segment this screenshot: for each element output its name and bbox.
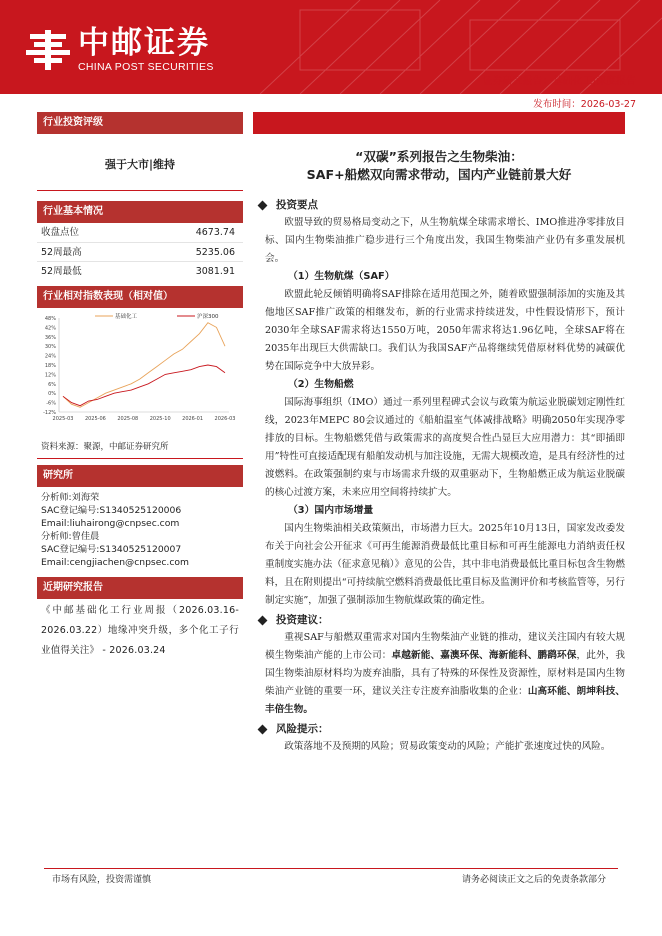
footer-rule <box>44 868 618 869</box>
table-row <box>37 261 243 280</box>
basics-value: 5235.06 <box>195 247 235 258</box>
paragraph <box>253 629 625 719</box>
paragraph: 欧盟此轮反倾销明确将SAF排除在适用范围之外，随着欧盟强制添加的实施及其他地区SAF推广政策的相继发布，新的行业需求持续迸发，中性假设情形下，预计2030年全球SAF需求将达1550万吨，2050年需求将达1.96亿吨，全球SAF将在2035年出现巨大供需缺口。我们认为我国SAF产品将继续凭借原材料优势的减碳优势在国际竞争中大放异彩。 <box>265 289 625 372</box>
paragraph: 国内生物柴油相关政策频出，市场潜力巨大。2025年10月13日，国家发改委发布关于向社会公开征求《可再生能源消费最低比重目标和可再生能源电力消纳责任权重制度实施办法（征求意见稿）》意见的公告，其中非电消费最低比重目标包含生物燃料，且在附则提出“可持续航空燃料消费最低比重目标及监测评价和考核监管等，另行制定实施”，加强了强制添加生物航煤政策的确定性。 <box>265 523 625 606</box>
legend-label: 沪深300 <box>197 314 219 320</box>
table-row <box>37 223 243 242</box>
basics-value: 3081.91 <box>195 266 235 277</box>
paragraph: 欧盟导致的贸易格局变动之下，从生物航煤全球需求增长、IMO推进净零排放目标、国内生物柴油推广稳步进行三个角度出发，我国生物柴油产业仍有多重发展机会。 <box>265 217 625 264</box>
advice-heading: 投资建议： <box>276 614 329 626</box>
paragraph: 政策落地不及预期的风险；贸易政策变动的风险；产能扩张速度过快的风险。 <box>284 741 611 752</box>
y-tick-label: -12% <box>43 410 56 416</box>
chart-svg <box>37 308 243 434</box>
subheading: （2）生物船燃 <box>288 379 354 390</box>
risk-heading: 风险提示： <box>276 723 329 735</box>
y-tick-label: 42% <box>44 325 56 332</box>
analyst-info <box>37 487 243 573</box>
basics-table <box>37 223 243 280</box>
x-tick-label: 2025-03 <box>52 416 74 422</box>
company-logo <box>26 26 214 73</box>
diamond-bullet-icon <box>258 724 268 734</box>
basics-label: 52周最高 <box>41 247 82 258</box>
legend-label: 基础化工 <box>115 314 138 320</box>
brand-name-cn: 中邮证券 <box>78 25 210 61</box>
x-tick-label: 2026-03 <box>214 416 236 422</box>
series-line-industry <box>63 323 225 408</box>
y-tick-label: 30% <box>44 344 56 351</box>
footer-right-text: 请务必阅读正文之后的免责条款部分 <box>461 875 606 885</box>
analyst-line: SAC登记编号:S1340525120006 <box>41 505 182 516</box>
series-line-index <box>63 365 225 406</box>
title-line-1: “双碳”系列报告之生物柴油： <box>355 149 523 164</box>
title-line-2: SAF+船燃双向需求带动，国内产业链前景大好 <box>306 167 572 182</box>
y-tick-label: 48% <box>44 316 56 322</box>
text-span: ，此外，我国生物柴油原材料均为废弃油脂，具有了特殊的环保性及资源性，原材料是国内生物柴油产业链的重要一环，建议关注专注废弃油脂收集的企业： <box>265 650 626 697</box>
report-type: 证券研究报告：基础化工|深度报告 <box>482 76 636 87</box>
research-heading: 研究所 <box>37 465 243 487</box>
left-sidebar <box>37 112 243 661</box>
basics-label: 收盘点位 <box>41 227 80 238</box>
invest-highlights-heading: 投资要点 <box>276 199 318 211</box>
y-tick-label: 6% <box>48 381 56 388</box>
company-names: 山高环能、朗坤科技、丰倍生物。 <box>265 686 626 715</box>
basics-value: 4673.74 <box>195 227 235 238</box>
subheading: （1）生物航煤（SAF） <box>288 271 395 282</box>
y-tick-label: 18% <box>44 363 56 369</box>
section-heading <box>257 611 625 629</box>
chart-source: 资料来源：聚源，中邮证券研究所 <box>37 434 243 459</box>
analyst-line: 分析师:刘海荣 <box>41 492 100 503</box>
recent-report-link[interactable]: 《中邮基础化工行业周报（2026.03.16-2026.03.22）地缘冲突升级，多个化工子行业值得关注》 - 2026.03.24 <box>41 605 239 656</box>
recent-reports-heading: 近期研究报告 <box>37 577 243 599</box>
analyst-email: Email:cengjiachen@cnpsec.com <box>41 557 189 568</box>
company-names: 卓越新能、嘉澳环保、海新能科、鹏鹞环保 <box>391 650 577 661</box>
basics-heading: 行业基本情况 <box>37 201 243 223</box>
x-tick-label: 2025-10 <box>149 416 171 422</box>
industry-rating: 强于大市|维持 <box>37 134 243 191</box>
paragraph: 国际海事组织（IMO）通过一系列里程碑式会议与政策为航运业脱碳划定刚性红线，2023年MEPC 80会议通过的《船舶温室气体减排战略》明确2050年实现净零排放的目标。生物船燃凭借与政策需求的高度契合性凸显巨大应用潜力：其“即插即用”特性可直接适配现有船舶发动机与加注设施，无需大规模改造，是具有经济性的过渡燃料。在政策强制约束与市场需求升级的双重驱动下，生物船燃正成为航运业脱碳的核心过渡方案，未来应用空间将持续扩大。 <box>265 397 625 498</box>
performance-heading: 行业相对指数表现（相对值） <box>37 286 243 308</box>
section-heading <box>257 196 625 214</box>
y-tick-label: -6% <box>46 400 56 407</box>
table-row <box>37 242 243 261</box>
diamond-bullet-icon <box>258 615 268 625</box>
china-post-logo-icon <box>26 30 70 70</box>
diamond-bullet-icon <box>258 200 268 210</box>
y-tick-label: 0% <box>48 391 56 398</box>
y-tick-label: 24% <box>44 353 56 360</box>
footer-left-text: 市场有风险，投资需谨慎 <box>52 875 152 885</box>
analyst-email: Email:liuhairong@cnpsec.com <box>41 518 180 529</box>
x-tick-label: 2026-01 <box>182 416 204 422</box>
section-heading <box>257 720 625 738</box>
main-content <box>253 112 625 756</box>
subheading: （3）国内市场增量 <box>288 505 374 516</box>
y-tick-label: 12% <box>44 372 56 379</box>
basics-label: 52周最低 <box>41 266 82 277</box>
title-bar <box>253 112 625 134</box>
report-body <box>253 196 625 756</box>
y-tick-label: 36% <box>44 334 56 341</box>
publish-date: 发布时间：2026-03-27 <box>533 99 636 110</box>
x-tick-label: 2025-08 <box>117 416 139 422</box>
relative-performance-chart <box>37 308 243 434</box>
brand-name-en: CHINA POST SECURITIES <box>78 61 214 73</box>
analyst-line: 分析师:曾佳晨 <box>41 531 100 542</box>
rating-heading: 行业投资评级 <box>37 112 243 134</box>
x-tick-label: 2025-06 <box>84 416 106 422</box>
text-span: 重视SAF与船燃双重需求对国内生物柴油产业链的推动，建议关注国内有较大规模生物柴油产能的上市公司： <box>265 632 625 661</box>
report-title <box>253 148 625 184</box>
analyst-line: SAC登记编号:S1340525120007 <box>41 544 182 555</box>
